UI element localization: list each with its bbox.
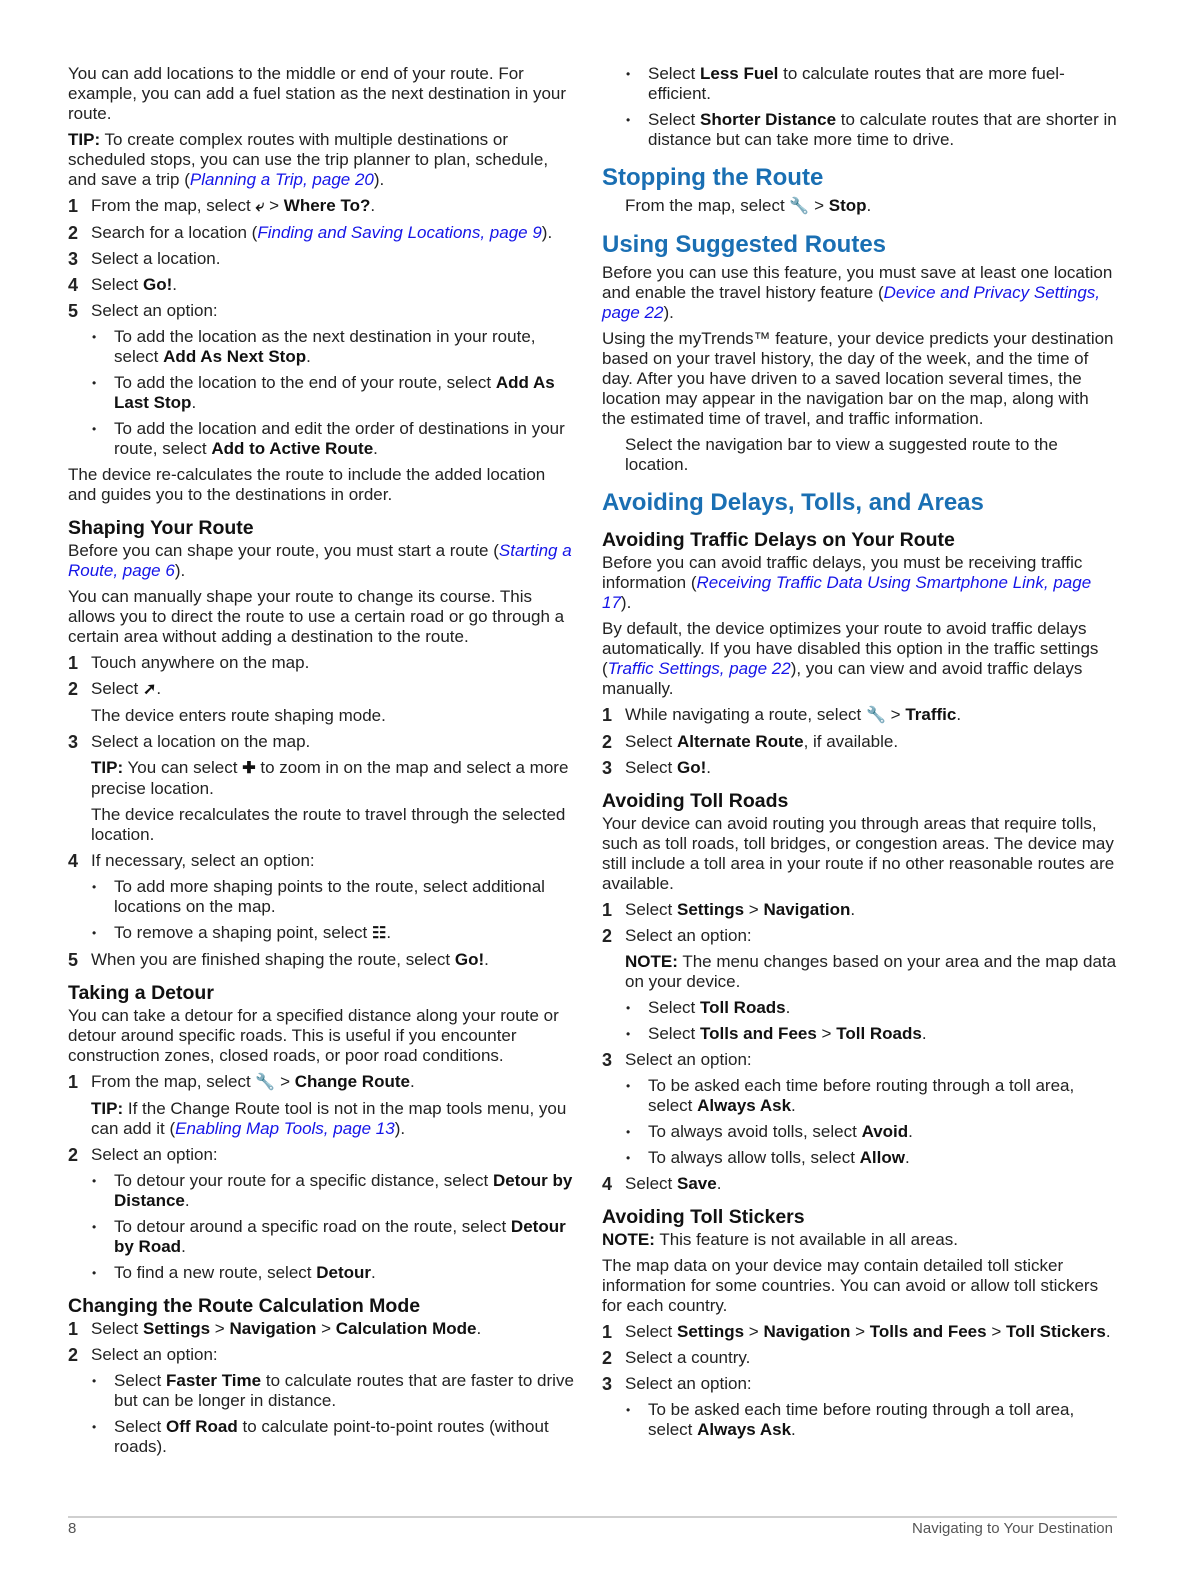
calculation-mode-heading: Changing the Route Calculation Mode <box>68 1295 421 1317</box>
bullet-item: • To always allow tolls, select Allow. <box>602 1148 1117 1168</box>
suggested-routes-heading: Using Suggested Routes <box>602 231 887 258</box>
footer-divider <box>68 1516 1117 1518</box>
intro-paragraph: You can add locations to the middle or end of your route. For example, you can add a fuel station as the next destination in your route. <box>68 64 567 123</box>
bullet-item: • To be asked each time before routing through a toll area, select Always Ask. <box>602 1076 1117 1116</box>
footer-section-title: Navigating to Your Destination <box>912 1520 1113 1537</box>
body-paragraph: The device re-calculates the route to include the added location and guides you to the destinations in order. <box>68 465 546 504</box>
step-2: 2 Select an option: <box>602 926 752 946</box>
step-2: 2 Select an option: <box>68 1345 218 1365</box>
tip-paragraph: TIP: If the Change Route tool is not in the map tools menu, you can add it (Enabling Map Tools, page 13). <box>91 1099 567 1138</box>
device-privacy-settings-link[interactable]: Device and Privacy Settings, page 22 <box>602 283 1101 322</box>
body-paragraph: By default, the device optimizes your route to avoid traffic delays automatically. If you have disabled this option in the traffic settings (Traffic Settings, page 22), you can view and avoid traffic delays manually. <box>602 619 1099 698</box>
step-5: 5 Select an option: <box>68 301 218 321</box>
step-3: 3 Select a location on the map. <box>68 732 311 752</box>
bullet-item: • To detour your route for a specific distance, select Detour by Distance. <box>68 1171 578 1211</box>
bullet-item: • Select Tolls and Fees > Toll Roads. <box>602 1024 1117 1044</box>
step-1: 1 From the map, select ⤶ > Where To?. <box>68 196 376 216</box>
shaping-route-heading: Shaping Your Route <box>68 517 254 539</box>
step-result: The device recalculates the route to travel through the selected location. <box>91 805 566 844</box>
traffic-settings-link[interactable]: Traffic Settings, page 22 <box>607 659 791 678</box>
step-2: 2 Search for a location (Finding and Saving Locations, page 9). <box>68 223 553 243</box>
taking-detour-heading: Taking a Detour <box>68 982 214 1004</box>
bullet-item: • To detour around a specific road on the route, select Detour by Road. <box>68 1217 578 1257</box>
body-paragraph: You can take a detour for a specified distance along your route or detour around specific roads. This is useful if you encounter construction zones, closed roads, or poor road conditions. <box>68 1006 559 1065</box>
step-2: 2 Select Alternate Route, if available. <box>602 732 899 752</box>
planning-trip-link[interactable]: Planning a Trip, page 20 <box>189 170 374 189</box>
body-paragraph: Select the navigation bar to view a suggested route to the location. <box>625 435 1058 474</box>
note-paragraph: NOTE: The menu changes based on your area and the map data on your device. <box>625 952 1117 991</box>
right-column <box>602 64 1117 1446</box>
bullet-item: • Select Toll Roads. <box>602 998 1117 1018</box>
bullet-item: • To be asked each time before routing through a toll area, select Always Ask. <box>602 1400 1117 1440</box>
route-shaping-icon: ➚ <box>142 681 157 698</box>
page-number: 8 <box>68 1520 77 1537</box>
step-1: 1 Select Settings > Navigation > Tolls and Fees > Toll Stickers. <box>602 1322 1111 1342</box>
bullet-item: • To remove a shaping point, select ☷. <box>68 923 578 944</box>
step-1: 1 Touch anywhere on the map. <box>68 653 310 673</box>
bullet-item: • Select Shorter Distance to calculate routes that are shorter in distance but can take more time to drive. <box>602 110 1117 150</box>
bullet-item: • To add more shaping points to the route, select additional locations on the map. <box>68 877 578 917</box>
body-paragraph: Before you can avoid traffic delays, you must be receiving traffic information (Receiving Traffic Data Using Smartphone Link, page 17). <box>602 553 1092 612</box>
step-3: 3 Select Go!. <box>602 758 711 778</box>
step-2: 2 Select an option: <box>68 1145 218 1165</box>
body-paragraph: You can manually shape your route to change its course. This allows you to direct the route to use a certain road or go through a certain area without adding a destination to the route. <box>68 587 565 646</box>
step-1: 1 While navigating a route, select 🔧 > Traffic. <box>602 705 962 725</box>
step-1: 1 From the map, select 🔧 > Change Route. <box>68 1072 415 1092</box>
bullet-item: • To find a new route, select Detour. <box>68 1263 578 1283</box>
bullet-item: • Select Less Fuel to calculate routes that are more fuel-efficient. <box>602 64 1117 104</box>
bullet-item: • To add the location and edit the order of destinations in your route, select Add to Active Route. <box>68 419 578 459</box>
left-column <box>68 64 578 1463</box>
bullet-item: • Select Faster Time to calculate routes that are faster to drive but can be longer in distance. <box>68 1371 578 1411</box>
body-paragraph: Your device can avoid routing you through areas that require tolls, such as toll roads, toll bridges, or congestion areas. The device may still include a toll area in your route if no other reasonable routes are available. <box>602 814 1115 893</box>
step-4: 4 Select Go!. <box>68 275 177 295</box>
note-paragraph: NOTE: This feature is not available in all areas. <box>602 1230 958 1249</box>
body-paragraph: Using the myTrends™ feature, your device predicts your destination based on your travel history, the day of the week, and the time of day. After you have driven to a saved location several times, the location may appear in the navigation bar on the map, along with the estimated time of travel, and traffic information. <box>602 329 1114 428</box>
step-1: 1 Select Settings > Navigation > Calculation Mode. <box>68 1319 482 1339</box>
tip-paragraph: TIP: You can select ✚ to zoom in on the map and select a more precise location. <box>91 758 569 798</box>
body-paragraph: Before you can shape your route, you must start a route (Starting a Route, page 6). <box>68 541 572 580</box>
bullet-item: • To add the location to the end of your route, select Add As Last Stop. <box>68 373 578 413</box>
body-paragraph: The map data on your device may contain detailed toll sticker information for some countries. You can avoid or allow toll stickers for each country. <box>602 1256 1099 1315</box>
step-4: 4 If necessary, select an option: <box>68 851 315 871</box>
avoiding-delays-heading: Avoiding Delays, Tolls, and Areas <box>602 489 984 516</box>
enabling-map-tools-link[interactable]: Enabling Map Tools, page 13 <box>175 1119 395 1138</box>
bullet-item: • To always avoid tolls, select Avoid. <box>602 1122 1117 1142</box>
step-5: 5 When you are finished shaping the route, select Go!. <box>68 950 489 970</box>
wrench-icon: 🔧 <box>789 198 810 215</box>
bullet-item: • To add the location as the next destination in your route, select Add As Next Stop. <box>68 327 578 367</box>
step-2: 2 Select ➚. <box>68 679 162 699</box>
traffic-delays-heading: Avoiding Traffic Delays on Your Route <box>602 529 955 551</box>
finding-locations-link[interactable]: Finding and Saving Locations, page 9 <box>257 223 542 242</box>
step-1: 1 Select Settings > Navigation. <box>602 900 856 920</box>
trash-icon: ☷ <box>372 925 387 942</box>
step-result: The device enters route shaping mode. <box>91 706 386 725</box>
wrench-icon: 🔧 <box>865 707 886 724</box>
body-paragraph: From the map, select 🔧 > Stop. <box>625 196 872 215</box>
bullet-item: • Select Off Road to calculate point-to-point routes (without roads). <box>68 1417 578 1457</box>
body-paragraph: Before you can use this feature, you must save at least one location and enable the travel history feature (Device and Privacy Settings, page 22). <box>602 263 1113 322</box>
wrench-icon: 🔧 <box>255 1074 276 1091</box>
step-3: 3 Select a location. <box>68 249 221 269</box>
step-3: 3 Select an option: <box>602 1050 752 1070</box>
toll-roads-heading: Avoiding Toll Roads <box>602 790 789 812</box>
stopping-route-heading: Stopping the Route <box>602 164 824 191</box>
back-arrow-icon: ⤶ <box>255 198 265 215</box>
step-4: 4 Select Save. <box>602 1174 722 1194</box>
step-2: 2 Select a country. <box>602 1348 751 1368</box>
tip-paragraph: TIP: To create complex routes with multiple destinations or scheduled stops, you can use the trip planner to plan, schedule, and save a trip (Planning a Trip, page 20). <box>68 130 549 189</box>
plus-icon: ✚ <box>242 760 256 777</box>
toll-stickers-heading: Avoiding Toll Stickers <box>602 1206 805 1228</box>
traffic-data-link[interactable]: Receiving Traffic Data Using Smartphone Link, page 17 <box>602 573 1092 612</box>
step-3: 3 Select an option: <box>602 1374 752 1394</box>
starting-route-link[interactable]: Starting a Route, page 6 <box>68 541 572 580</box>
